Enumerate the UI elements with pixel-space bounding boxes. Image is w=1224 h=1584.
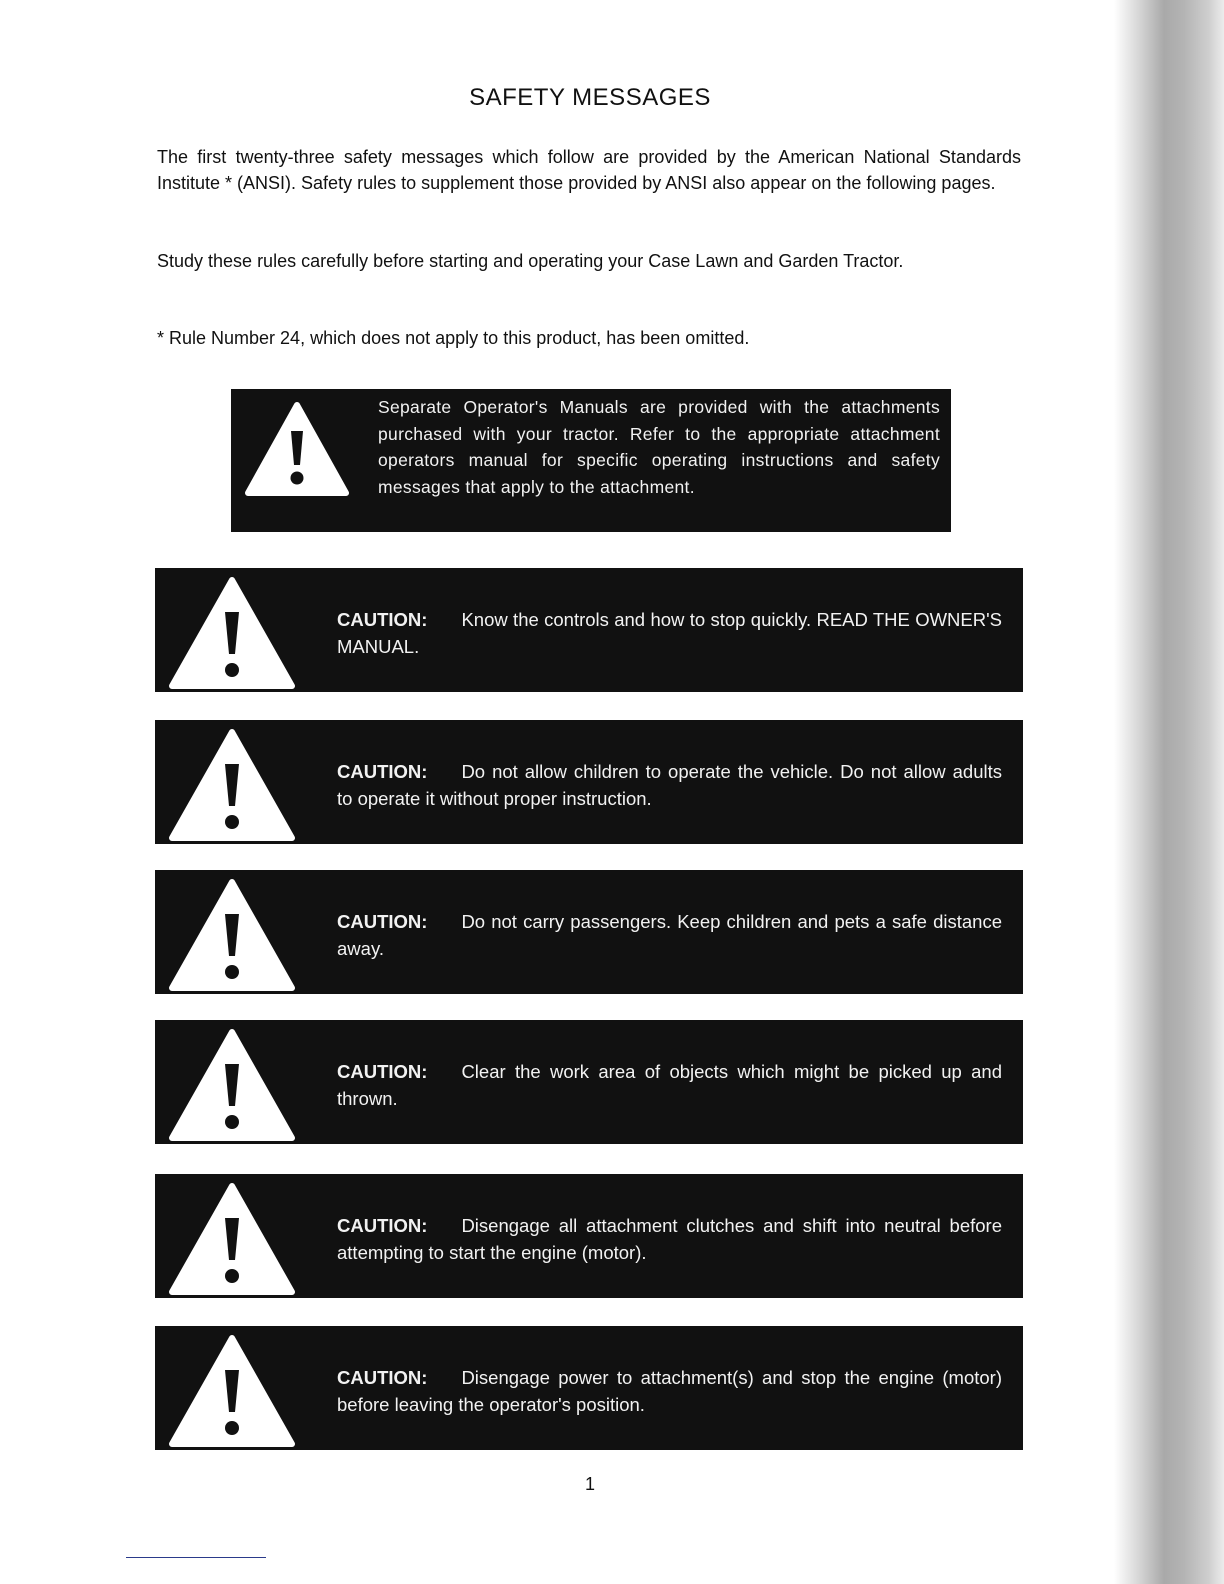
warning-triangle-icon <box>168 1334 296 1448</box>
warning-triangle-icon <box>168 878 296 992</box>
caution-text: Disengage power to attachment(s) and stop the engine (motor) before leaving the operator's position. <box>337 1367 1002 1415</box>
footnote-paragraph: * Rule Number 24, which does not apply to this product, has been omitted. <box>157 328 750 348</box>
caution-message <box>337 908 1002 962</box>
caution-message <box>337 1212 1002 1266</box>
caution-message <box>337 1058 1002 1112</box>
footer-rule <box>126 1557 266 1558</box>
caution-text: Do not allow children to operate the vehicle. Do not allow adults to operate it without proper instruction. <box>337 761 1002 809</box>
warning-triangle-icon <box>244 401 350 497</box>
intro-paragraph: The first twenty-three safety messages which follow are provided by the American National Standards Institute * (ANSI). Safety rules to supplement those provided by ANSI also appear on the following pages. <box>157 147 1021 193</box>
caution-banner <box>155 1326 1023 1450</box>
attachment-manuals-banner <box>231 389 951 532</box>
caution-label: CAUTION: <box>337 761 428 782</box>
caution-message <box>337 758 1002 812</box>
study-rules-paragraph: Study these rules carefully before starting and operating your Case Lawn and Garden Tractor. <box>157 251 904 271</box>
caution-text: Do not carry passengers. Keep children and pets a safe distance away. <box>337 911 1002 959</box>
warning-triangle-icon <box>168 728 296 842</box>
caution-message <box>337 1364 1002 1418</box>
page-number: 1 <box>585 1474 596 1494</box>
attachment-manuals-text: Separate Operator's Manuals are provided with the attachments purchased with your tractor. Refer to the appropriate attachment operators manual for specific operating instructions and safety messages that apply to the attachment. <box>378 397 940 497</box>
caution-banner <box>155 870 1023 994</box>
page-title: SAFETY MESSAGES <box>469 84 711 111</box>
caution-text: Know the controls and how to stop quickly. READ THE OWNER'S MANUAL. <box>337 609 1002 657</box>
caution-banner <box>155 568 1023 692</box>
caution-banner <box>155 1020 1023 1144</box>
caution-label: CAUTION: <box>337 609 428 630</box>
caution-banner <box>155 1174 1023 1298</box>
caution-label: CAUTION: <box>337 1215 428 1236</box>
page-binding-shadow <box>1024 0 1224 1584</box>
caution-text: Disengage all attachment clutches and shift into neutral before attempting to start the engine (motor). <box>337 1215 1002 1263</box>
warning-triangle-icon <box>168 576 296 690</box>
caution-label: CAUTION: <box>337 911 428 932</box>
caution-text: Clear the work area of objects which might be picked up and thrown. <box>337 1061 1002 1109</box>
caution-message <box>337 606 1002 660</box>
warning-triangle-icon <box>168 1182 296 1296</box>
warning-triangle-icon <box>168 1028 296 1142</box>
caution-label: CAUTION: <box>337 1061 428 1082</box>
caution-label: CAUTION: <box>337 1367 428 1388</box>
caution-banner <box>155 720 1023 844</box>
